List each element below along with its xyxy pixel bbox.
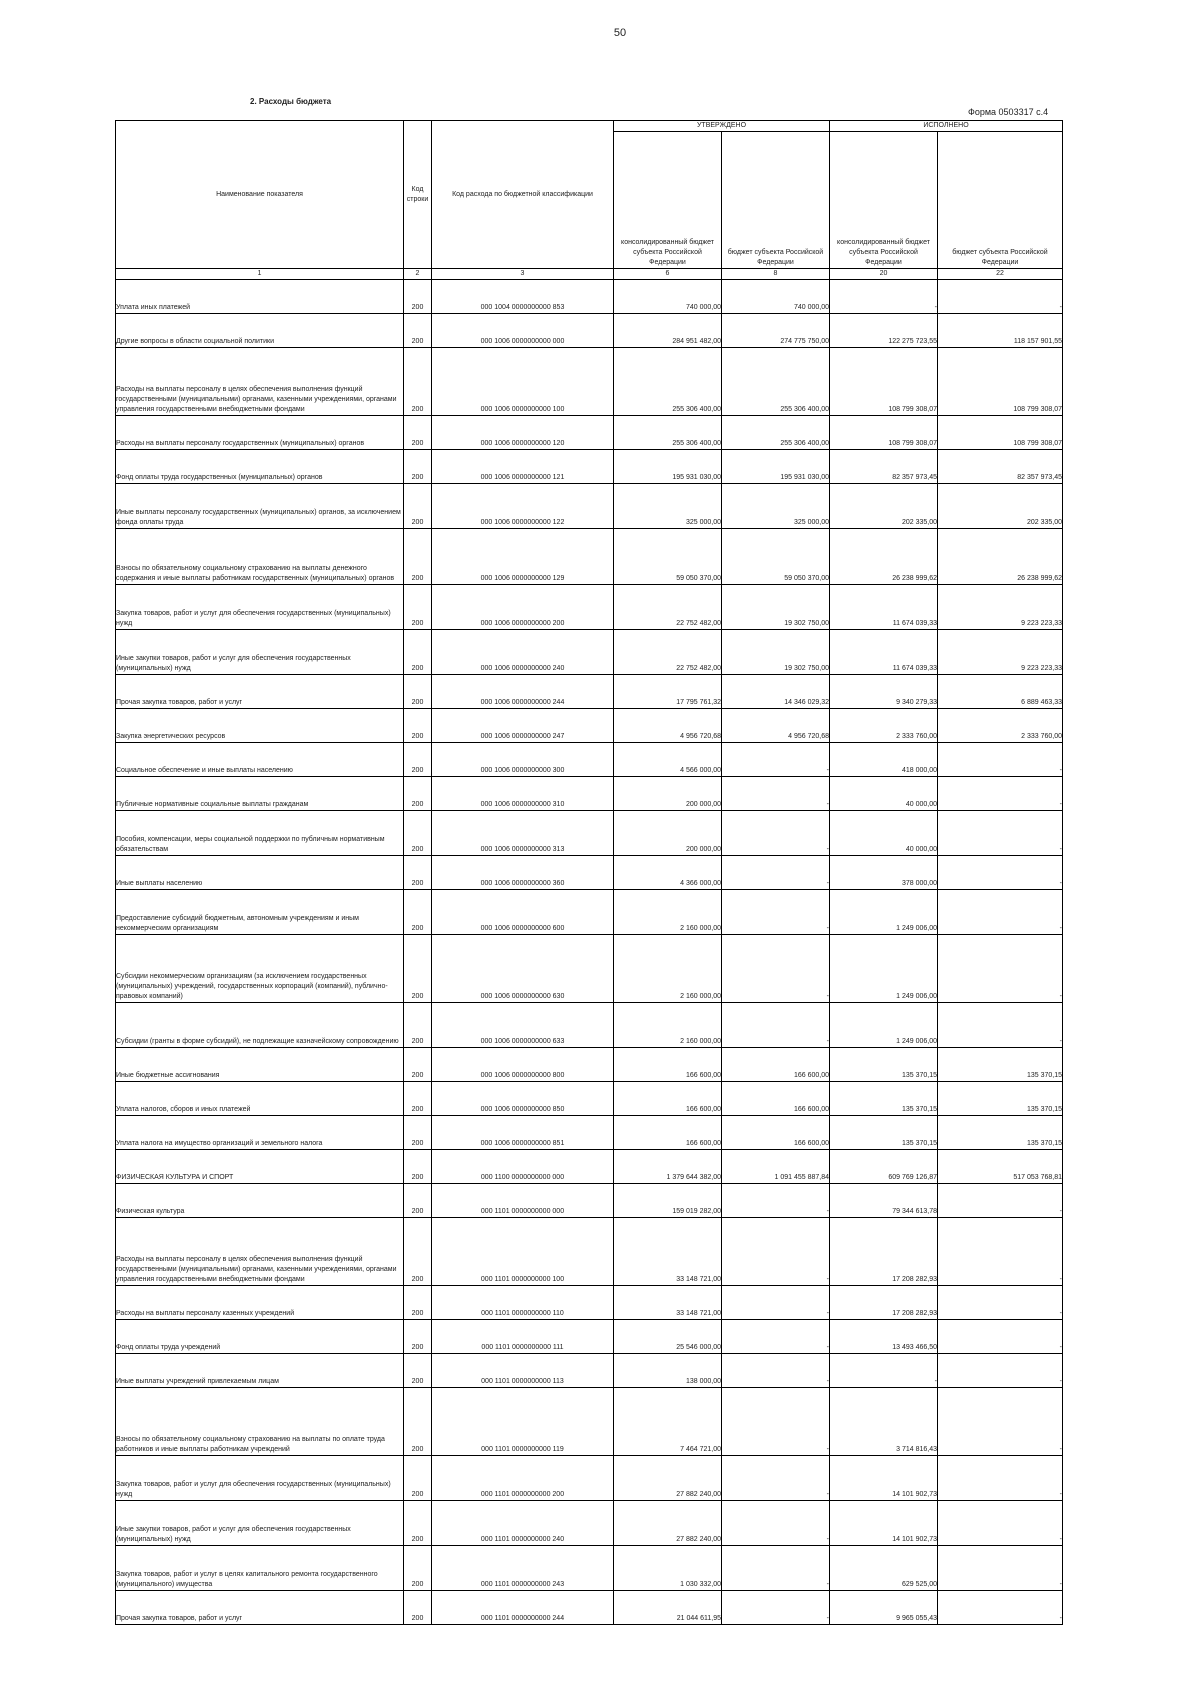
- row-executed-subject: -: [938, 280, 1063, 314]
- row-approved-consolidated: 138 000,00: [614, 1354, 722, 1388]
- row-executed-consolidated: 40 000,00: [830, 811, 938, 856]
- row-kbk: 000 1101 0000000000 240: [432, 1501, 614, 1546]
- row-executed-consolidated: -: [830, 280, 938, 314]
- row-executed-subject: -: [938, 1218, 1063, 1286]
- col-num: 3: [432, 269, 614, 280]
- row-executed-consolidated: 17 208 282,93: [830, 1218, 938, 1286]
- row-executed-subject: -: [938, 743, 1063, 777]
- row-kbk: 000 1101 0000000000 100: [432, 1218, 614, 1286]
- table-row: [116, 856, 1063, 890]
- row-executed-subject: -: [938, 1546, 1063, 1591]
- row-code: 200: [404, 811, 432, 856]
- row-executed-consolidated: 418 000,00: [830, 743, 938, 777]
- row-name: Прочая закупка товаров, работ и услуг: [116, 675, 404, 709]
- row-code: 200: [404, 1218, 432, 1286]
- table-row: [116, 811, 1063, 856]
- table-row: [116, 280, 1063, 314]
- row-code: 200: [404, 1388, 432, 1456]
- row-approved-consolidated: 27 882 240,00: [614, 1456, 722, 1501]
- row-executed-subject: 118 157 901,55: [938, 314, 1063, 348]
- header-executed-consolidated: консолидированный бюджет субъекта Российской Федерации: [830, 132, 938, 269]
- row-executed-consolidated: 26 238 999,62: [830, 529, 938, 585]
- row-name: Уплата иных платежей: [116, 280, 404, 314]
- row-executed-consolidated: 202 335,00: [830, 484, 938, 529]
- row-approved-subject: -: [722, 935, 830, 1003]
- row-code: 200: [404, 1116, 432, 1150]
- row-approved-consolidated: 21 044 611,95: [614, 1591, 722, 1625]
- table-row: [116, 1082, 1063, 1116]
- row-kbk: 000 1006 0000000000 240: [432, 630, 614, 675]
- row-executed-consolidated: 79 344 613,78: [830, 1184, 938, 1218]
- row-code: 200: [404, 1456, 432, 1501]
- row-code: 200: [404, 1546, 432, 1591]
- row-executed-consolidated: 9 340 279,33: [830, 675, 938, 709]
- row-approved-consolidated: 2 160 000,00: [614, 890, 722, 935]
- row-approved-consolidated: 59 050 370,00: [614, 529, 722, 585]
- row-approved-subject: -: [722, 1320, 830, 1354]
- row-name: Физическая культура: [116, 1184, 404, 1218]
- row-kbk: 000 1100 0000000000 000: [432, 1150, 614, 1184]
- row-executed-subject: -: [938, 1286, 1063, 1320]
- row-executed-subject: 108 799 308,07: [938, 348, 1063, 416]
- row-executed-subject: -: [938, 811, 1063, 856]
- expenses-table: [115, 120, 1063, 1625]
- row-executed-consolidated: 135 370,15: [830, 1048, 938, 1082]
- header-classification: Код расхода по бюджетной классификации: [432, 121, 614, 269]
- row-kbk: 000 1006 0000000000 244: [432, 675, 614, 709]
- row-kbk: 000 1006 0000000000 247: [432, 709, 614, 743]
- row-kbk: 000 1101 0000000000 243: [432, 1546, 614, 1591]
- row-kbk: 000 1006 0000000000 310: [432, 777, 614, 811]
- table-row: [116, 1320, 1063, 1354]
- row-code: 200: [404, 743, 432, 777]
- row-kbk: 000 1101 0000000000 113: [432, 1354, 614, 1388]
- row-code: 200: [404, 1501, 432, 1546]
- row-approved-consolidated: 4 566 000,00: [614, 743, 722, 777]
- row-executed-subject: 82 357 973,45: [938, 450, 1063, 484]
- row-name: Закупка товаров, работ и услуг для обеспечения государственных (муниципальных) нужд: [116, 585, 404, 630]
- row-executed-subject: 6 889 463,33: [938, 675, 1063, 709]
- row-approved-consolidated: 1 379 644 382,00: [614, 1150, 722, 1184]
- row-executed-consolidated: 17 208 282,93: [830, 1286, 938, 1320]
- page-number: 50: [613, 27, 627, 39]
- header-group-row: [116, 121, 1063, 132]
- row-kbk: 000 1101 0000000000 000: [432, 1184, 614, 1218]
- section-title: 2. Расходы бюджета: [250, 97, 332, 106]
- row-executed-consolidated: 629 525,00: [830, 1546, 938, 1591]
- row-executed-consolidated: 108 799 308,07: [830, 348, 938, 416]
- table-row: [116, 416, 1063, 450]
- row-code: 200: [404, 585, 432, 630]
- row-approved-consolidated: 166 600,00: [614, 1116, 722, 1150]
- table-row: [116, 450, 1063, 484]
- row-name: Взносы по обязательному социальному страхованию на выплаты денежного содержания и иные выплаты работникам государственных (муниципальных) органов: [116, 529, 404, 585]
- row-approved-subject: -: [722, 1501, 830, 1546]
- row-approved-consolidated: 25 546 000,00: [614, 1320, 722, 1354]
- row-name: Закупка энергетических ресурсов: [116, 709, 404, 743]
- row-approved-subject: 740 000,00: [722, 280, 830, 314]
- row-executed-consolidated: 1 249 006,00: [830, 890, 938, 935]
- row-executed-consolidated: 11 674 039,33: [830, 585, 938, 630]
- row-approved-consolidated: 325 000,00: [614, 484, 722, 529]
- row-approved-subject: 274 775 750,00: [722, 314, 830, 348]
- table-row: [116, 935, 1063, 1003]
- row-name: Иные выплаты персоналу государственных (муниципальных) органов, за исключением фонда оплаты труда: [116, 484, 404, 529]
- row-approved-subject: -: [722, 1354, 830, 1388]
- row-approved-subject: -: [722, 1184, 830, 1218]
- row-executed-consolidated: 2 333 760,00: [830, 709, 938, 743]
- header-approved-consolidated: консолидированный бюджет субъекта Российской Федерации: [614, 132, 722, 269]
- table-row: [116, 1501, 1063, 1546]
- row-name: Расходы на выплаты персоналу в целях обеспечения выполнения функций государственными (муниципальными) органами, казенными учреждениями, органами управления государственными внебюджетными фондами: [116, 348, 404, 416]
- row-approved-subject: -: [722, 1286, 830, 1320]
- row-code: 200: [404, 1354, 432, 1388]
- row-code: 200: [404, 416, 432, 450]
- table-row: [116, 1546, 1063, 1591]
- table-row: [116, 529, 1063, 585]
- row-kbk: 000 1006 0000000000 850: [432, 1082, 614, 1116]
- row-code: 200: [404, 675, 432, 709]
- row-approved-consolidated: 166 600,00: [614, 1082, 722, 1116]
- col-num: 20: [830, 269, 938, 280]
- row-approved-consolidated: 740 000,00: [614, 280, 722, 314]
- row-approved-consolidated: 195 931 030,00: [614, 450, 722, 484]
- row-approved-subject: -: [722, 1546, 830, 1591]
- row-name: Другие вопросы в области социальной политики: [116, 314, 404, 348]
- header-approved-subject: бюджет субъекта Российской Федерации: [722, 132, 830, 269]
- row-approved-subject: 325 000,00: [722, 484, 830, 529]
- row-kbk: 000 1006 0000000000 313: [432, 811, 614, 856]
- row-executed-subject: -: [938, 1591, 1063, 1625]
- row-executed-subject: 202 335,00: [938, 484, 1063, 529]
- row-kbk: 000 1006 0000000000 100: [432, 348, 614, 416]
- row-executed-subject: 26 238 999,62: [938, 529, 1063, 585]
- row-executed-subject: -: [938, 1501, 1063, 1546]
- row-name: Прочая закупка товаров, работ и услуг: [116, 1591, 404, 1625]
- row-executed-consolidated: 609 769 126,87: [830, 1150, 938, 1184]
- row-kbk: 000 1006 0000000000 121: [432, 450, 614, 484]
- row-executed-subject: 9 223 223,33: [938, 630, 1063, 675]
- row-executed-consolidated: 122 275 723,55: [830, 314, 938, 348]
- row-approved-consolidated: 33 148 721,00: [614, 1286, 722, 1320]
- row-code: 200: [404, 630, 432, 675]
- table-row: [116, 1354, 1063, 1388]
- row-executed-consolidated: 1 249 006,00: [830, 935, 938, 1003]
- header-column-numbers: [116, 269, 1063, 280]
- row-kbk: 000 1101 0000000000 119: [432, 1388, 614, 1456]
- row-executed-subject: -: [938, 1456, 1063, 1501]
- col-num: 1: [116, 269, 404, 280]
- row-approved-subject: 1 091 455 887,84: [722, 1150, 830, 1184]
- row-approved-consolidated: 2 160 000,00: [614, 1003, 722, 1048]
- row-name: Социальное обеспечение и иные выплаты населению: [116, 743, 404, 777]
- row-code: 200: [404, 1591, 432, 1625]
- header-code: Код строки: [404, 121, 432, 269]
- row-approved-subject: -: [722, 811, 830, 856]
- row-executed-subject: 135 370,15: [938, 1082, 1063, 1116]
- table-row: [116, 777, 1063, 811]
- row-executed-subject: 108 799 308,07: [938, 416, 1063, 450]
- row-approved-consolidated: 7 464 721,00: [614, 1388, 722, 1456]
- row-executed-subject: -: [938, 856, 1063, 890]
- row-executed-consolidated: 9 965 055,43: [830, 1591, 938, 1625]
- row-executed-consolidated: 40 000,00: [830, 777, 938, 811]
- row-approved-consolidated: 200 000,00: [614, 811, 722, 856]
- row-executed-consolidated: 135 370,15: [830, 1082, 938, 1116]
- row-executed-consolidated: -: [830, 1354, 938, 1388]
- row-kbk: 000 1004 0000000000 853: [432, 280, 614, 314]
- row-kbk: 000 1101 0000000000 244: [432, 1591, 614, 1625]
- row-approved-subject: 166 600,00: [722, 1048, 830, 1082]
- row-kbk: 000 1101 0000000000 111: [432, 1320, 614, 1354]
- row-approved-consolidated: 1 030 332,00: [614, 1546, 722, 1591]
- table-row: [116, 1456, 1063, 1501]
- row-approved-subject: 19 302 750,00: [722, 630, 830, 675]
- row-approved-consolidated: 33 148 721,00: [614, 1218, 722, 1286]
- header-executed-subject: бюджет субъекта Российской Федерации: [938, 132, 1063, 269]
- row-code: 200: [404, 529, 432, 585]
- row-approved-consolidated: 255 306 400,00: [614, 416, 722, 450]
- table-row: [116, 675, 1063, 709]
- header-approved: УТВЕРЖДЕНО: [614, 121, 830, 132]
- table-row: [116, 484, 1063, 529]
- row-name: Фонд оплаты труда учреждений: [116, 1320, 404, 1354]
- table-row: [116, 1286, 1063, 1320]
- row-approved-consolidated: 166 600,00: [614, 1048, 722, 1082]
- row-approved-consolidated: 200 000,00: [614, 777, 722, 811]
- row-code: 200: [404, 1184, 432, 1218]
- row-executed-subject: -: [938, 1320, 1063, 1354]
- table-row: [116, 890, 1063, 935]
- row-approved-consolidated: 159 019 282,00: [614, 1184, 722, 1218]
- row-approved-subject: -: [722, 777, 830, 811]
- row-name: Иные закупки товаров, работ и услуг для обеспечения государственных (муниципальных) нужд: [116, 1501, 404, 1546]
- row-name: Расходы на выплаты персоналу казенных учреждений: [116, 1286, 404, 1320]
- table-row: [116, 1150, 1063, 1184]
- row-executed-consolidated: 82 357 973,45: [830, 450, 938, 484]
- table-row: [116, 585, 1063, 630]
- row-code: 200: [404, 1150, 432, 1184]
- row-approved-subject: -: [722, 856, 830, 890]
- row-kbk: 000 1006 0000000000 800: [432, 1048, 614, 1082]
- row-approved-subject: 14 346 029,32: [722, 675, 830, 709]
- row-executed-subject: -: [938, 1003, 1063, 1048]
- row-kbk: 000 1006 0000000000 600: [432, 890, 614, 935]
- row-approved-subject: 166 600,00: [722, 1082, 830, 1116]
- row-code: 200: [404, 890, 432, 935]
- row-approved-subject: -: [722, 743, 830, 777]
- table-row: [116, 348, 1063, 416]
- row-name: Иные закупки товаров, работ и услуг для обеспечения государственных (муниципальных) нужд: [116, 630, 404, 675]
- col-num: 22: [938, 269, 1063, 280]
- row-kbk: 000 1006 0000000000 122: [432, 484, 614, 529]
- row-name: Взносы по обязательному социальному страхованию на выплаты по оплате труда работников и иные выплаты работникам учреждений: [116, 1388, 404, 1456]
- row-approved-subject: 19 302 750,00: [722, 585, 830, 630]
- row-approved-subject: -: [722, 890, 830, 935]
- row-name: Уплата налогов, сборов и иных платежей: [116, 1082, 404, 1116]
- row-code: 200: [404, 1048, 432, 1082]
- row-kbk: 000 1006 0000000000 129: [432, 529, 614, 585]
- row-name: Расходы на выплаты персоналу в целях обеспечения выполнения функций государственными (муниципальными) органами, казенными учреждениями, органами управления государственными внебюджетными фондами: [116, 1218, 404, 1286]
- row-code: 200: [404, 935, 432, 1003]
- row-approved-consolidated: 22 752 482,00: [614, 585, 722, 630]
- row-executed-consolidated: 13 493 466,50: [830, 1320, 938, 1354]
- row-name: Закупка товаров, работ и услуг в целях капитального ремонта государственного (муниципального) имущества: [116, 1546, 404, 1591]
- row-code: 200: [404, 856, 432, 890]
- row-approved-consolidated: 17 795 761,32: [614, 675, 722, 709]
- row-approved-subject: 166 600,00: [722, 1116, 830, 1150]
- table-row: [116, 1184, 1063, 1218]
- table-row: [116, 1116, 1063, 1150]
- row-name: Публичные нормативные социальные выплаты гражданам: [116, 777, 404, 811]
- row-kbk: 000 1006 0000000000 000: [432, 314, 614, 348]
- row-kbk: 000 1006 0000000000 120: [432, 416, 614, 450]
- row-approved-consolidated: 27 882 240,00: [614, 1501, 722, 1546]
- row-approved-consolidated: 22 752 482,00: [614, 630, 722, 675]
- row-approved-subject: -: [722, 1591, 830, 1625]
- row-name: Субсидии некоммерческим организациям (за исключением государственных (муниципальных) учреждений, государственных корпораций (компаний), публично-правовых компаний): [116, 935, 404, 1003]
- row-approved-subject: 59 050 370,00: [722, 529, 830, 585]
- row-kbk: 000 1006 0000000000 200: [432, 585, 614, 630]
- row-code: 200: [404, 709, 432, 743]
- row-approved-subject: -: [722, 1388, 830, 1456]
- row-code: 200: [404, 1003, 432, 1048]
- row-executed-subject: -: [938, 935, 1063, 1003]
- row-name: Иные бюджетные ассигнования: [116, 1048, 404, 1082]
- row-approved-subject: 255 306 400,00: [722, 348, 830, 416]
- table-row: [116, 1218, 1063, 1286]
- row-kbk: 000 1006 0000000000 360: [432, 856, 614, 890]
- row-code: 200: [404, 484, 432, 529]
- row-name: Иные выплаты населению: [116, 856, 404, 890]
- row-code: 200: [404, 777, 432, 811]
- row-code: 200: [404, 280, 432, 314]
- row-kbk: 000 1006 0000000000 633: [432, 1003, 614, 1048]
- row-name: Пособия, компенсации, меры социальной поддержки по публичным нормативным обязательствам: [116, 811, 404, 856]
- row-approved-consolidated: 4 366 000,00: [614, 856, 722, 890]
- row-executed-subject: 9 223 223,33: [938, 585, 1063, 630]
- table-row: [116, 1591, 1063, 1625]
- row-approved-subject: -: [722, 1003, 830, 1048]
- header-executed: ИСПОЛНЕНО: [830, 121, 1063, 132]
- row-kbk: 000 1006 0000000000 851: [432, 1116, 614, 1150]
- row-executed-subject: -: [938, 1354, 1063, 1388]
- row-code: 200: [404, 450, 432, 484]
- row-name: Фонд оплаты труда государственных (муниципальных) органов: [116, 450, 404, 484]
- row-code: 200: [404, 314, 432, 348]
- row-kbk: 000 1006 0000000000 630: [432, 935, 614, 1003]
- row-code: 200: [404, 1286, 432, 1320]
- row-executed-consolidated: 135 370,15: [830, 1116, 938, 1150]
- table-row: [116, 1003, 1063, 1048]
- table-row: [116, 1048, 1063, 1082]
- row-approved-subject: -: [722, 1218, 830, 1286]
- table-row: [116, 709, 1063, 743]
- row-executed-consolidated: 3 714 816,43: [830, 1388, 938, 1456]
- table-row: [116, 314, 1063, 348]
- form-label: Форма 0503317 с.4: [968, 107, 1049, 117]
- row-code: 200: [404, 348, 432, 416]
- row-approved-consolidated: 2 160 000,00: [614, 935, 722, 1003]
- row-executed-subject: -: [938, 1388, 1063, 1456]
- row-executed-subject: -: [938, 890, 1063, 935]
- col-num: 6: [614, 269, 722, 280]
- row-approved-consolidated: 4 956 720,68: [614, 709, 722, 743]
- row-approved-subject: 195 931 030,00: [722, 450, 830, 484]
- row-kbk: 000 1101 0000000000 110: [432, 1286, 614, 1320]
- header-name: Наименование показателя: [116, 121, 404, 269]
- row-approved-consolidated: 255 306 400,00: [614, 348, 722, 416]
- row-name: Иные выплаты учреждений привлекаемым лицам: [116, 1354, 404, 1388]
- row-executed-subject: -: [938, 1184, 1063, 1218]
- row-name: Субсидии (гранты в форме субсидий), не подлежащие казначейскому сопровождению: [116, 1003, 404, 1048]
- table-row: [116, 1388, 1063, 1456]
- row-executed-consolidated: 1 249 006,00: [830, 1003, 938, 1048]
- row-name: Предоставление субсидий бюджетным, автономным учреждениям и иным некоммерческим организациям: [116, 890, 404, 935]
- table-row: [116, 743, 1063, 777]
- row-approved-subject: 255 306 400,00: [722, 416, 830, 450]
- row-code: 200: [404, 1320, 432, 1354]
- row-approved-subject: 4 956 720,68: [722, 709, 830, 743]
- row-kbk: 000 1006 0000000000 300: [432, 743, 614, 777]
- row-executed-subject: 135 370,15: [938, 1116, 1063, 1150]
- row-executed-subject: 517 053 768,81: [938, 1150, 1063, 1184]
- row-name: Расходы на выплаты персоналу государственных (муниципальных) органов: [116, 416, 404, 450]
- row-executed-consolidated: 378 000,00: [830, 856, 938, 890]
- row-kbk: 000 1101 0000000000 200: [432, 1456, 614, 1501]
- row-name: Закупка товаров, работ и услуг для обеспечения государственных (муниципальных) нужд: [116, 1456, 404, 1501]
- row-name: Уплата налога на имущество организаций и земельного налога: [116, 1116, 404, 1150]
- row-approved-subject: -: [722, 1456, 830, 1501]
- table-row: [116, 630, 1063, 675]
- row-name: ФИЗИЧЕСКАЯ КУЛЬТУРА И СПОРТ: [116, 1150, 404, 1184]
- row-code: 200: [404, 1082, 432, 1116]
- col-num: 2: [404, 269, 432, 280]
- row-executed-subject: 135 370,15: [938, 1048, 1063, 1082]
- row-executed-subject: 2 333 760,00: [938, 709, 1063, 743]
- row-executed-consolidated: 14 101 902,73: [830, 1456, 938, 1501]
- row-executed-consolidated: 108 799 308,07: [830, 416, 938, 450]
- row-executed-consolidated: 11 674 039,33: [830, 630, 938, 675]
- col-num: 8: [722, 269, 830, 280]
- row-executed-consolidated: 14 101 902,73: [830, 1501, 938, 1546]
- row-approved-consolidated: 284 951 482,00: [614, 314, 722, 348]
- row-executed-subject: -: [938, 777, 1063, 811]
